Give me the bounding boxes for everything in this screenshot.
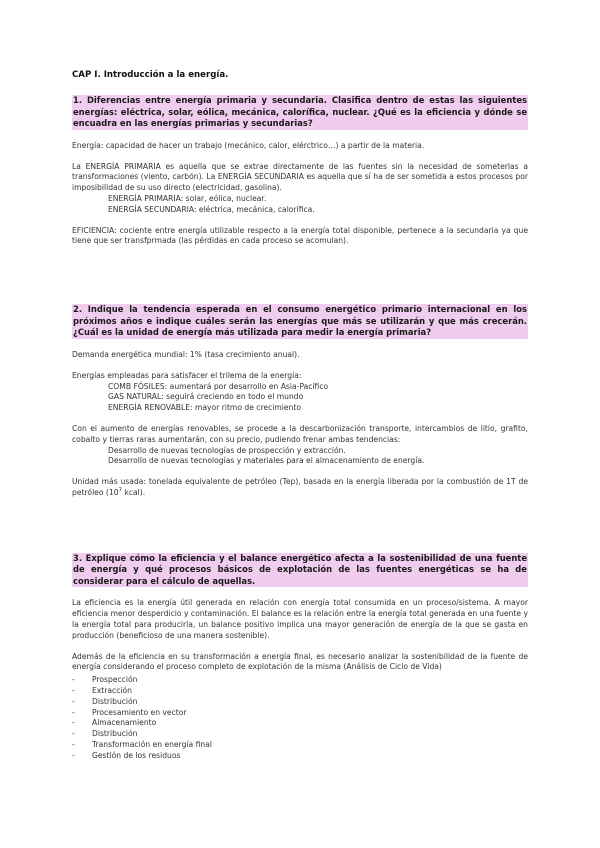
chapter-title: CAP I. Introducción a la energía. [72, 70, 229, 80]
document-page [72, 70, 528, 762]
unidad-end: kcal). [122, 487, 146, 497]
trilema-item: ENERGÍA RENOVABLE: mayor ritmo de crecimiento [108, 403, 301, 413]
question-1: 1. Diferencias entre energía primaria y secundaria. Clasifica dentro de estas las siguientes energías: eléctrica, solar, eólica, mecánica, calorífica, nuclear. ¿Qué es la eficiencia y dónde se encuadra en las energías primarias y secundarias? [73, 95, 527, 129]
unidad-text: Unidad más usada: tonelada equivalente de petróleo (Tep), basada en la energía liberada por la combustión de 1T de petróleo (10 [72, 477, 528, 497]
ciclo-vida-list [72, 675, 528, 761]
list-item: - Almacenamiento [72, 718, 157, 728]
renovables-item: Desarrollo de nuevas tecnologías de prospección y extracción. [108, 445, 346, 455]
unidad-exponent: 7 [118, 487, 123, 494]
renovables-item: Desarrollo de nuevas tecnologías y materiales para el almacenamiento de energía. [108, 456, 425, 466]
list-item: - Gestión de los residuos [72, 750, 181, 760]
list-item: - Prospección [72, 675, 138, 685]
question-3: 3. Explique cómo la eficiencia y el balance energético afecta a la sostenibilidad de una fuente de energía y qué procesos básicos de explotación de las fuentes energéticas se ha de considerar para el cálculo de aquellas. [73, 552, 527, 586]
renovables-paragraph [72, 424, 528, 467]
eficiencia-balance-paragraph: La eficiencia es la energía útil generada en relación con energía total consumida en un proceso/sistema. A mayor eficiencia menor desperdicio y contaminación. El balance es la relación entre la energía total generada en una fuente y la energía total para producirla, un balance positivo implica una mayor generación de energía de la que se gasta en producción (beneficioso de una manera sostenible). [72, 598, 528, 640]
primaria-text: La ENERGÍA PRIMARIA es aquella que se extrae directamente de las fuentes sin la necesidad de someterlas a transformaciones (viento, carbón). La ENERGÍA SECUNDARIA es aquella que sí ha de ser sometida a estos procesos por imposibilidad de su uso directo (electricidad, gasolina). [72, 161, 528, 193]
eficiencia-paragraph: EFICIENCIA: cociente entre energía utilizable respecto a la energía total disponible, pertenece a la secundaria ya que tiene que ser transfprmada (las pérdidas en cada proceso se acomulan). [72, 225, 528, 246]
section-spacer [72, 509, 528, 553]
secundaria-list: ENERGÍA SECUNDARIA: eléctrica, mecánica, calorífica. [108, 204, 315, 214]
demanda-paragraph: Demanda energética mundial: 1% (tasa crecimiento anual). [72, 349, 300, 359]
list-item: - Transformación en energía final [72, 740, 212, 750]
unidad-paragraph [72, 477, 528, 499]
trilema-paragraph [72, 371, 528, 414]
primaria-list: ENERGÍA PRIMARIA: solar, eólica, nuclear. [108, 193, 267, 203]
ciclo-vida-paragraph: Además de la eficiencia en su transformación a energía final, es necesario analizar la sostenibilidad de la fuente de energía considerando el proceso completo de explotación de la misma (Análisis de Ciclo de Vida) [72, 651, 528, 672]
primaria-secundaria-paragraph [72, 162, 528, 216]
trilema-item: GAS NATURAL: seguirá creciendo en todo el mundo [108, 392, 304, 402]
list-item: - Distribución [72, 729, 138, 739]
list-item: - Procesamiento en vector [72, 707, 187, 717]
list-item: - Distribución [72, 696, 138, 706]
section-spacer [72, 257, 528, 304]
trilema-intro: Energías empleadas para satisfacer el trilema de la energía: [72, 370, 302, 380]
renovables-text: Con el aumento de energías renovables, se procede a la descarbonización transporte, intercambios de litio, grafito, cobalto y tierras raras aumentarán, con su precio, pudiendo frenar ambas tendencias: [72, 423, 528, 444]
question-2: 2. Indique la tendencia esperada en el consumo energético primario internacional en los próximos años e indique cuáles serán las energías que más se utilizarán y que más crecerán. ¿Cuál es la unidad de energía más utilizada para medir la energía primaria? [73, 304, 527, 338]
trilema-item: COMB FÓSILES: aumentará por desarrollo en Asia-Pacífico [108, 381, 329, 391]
energia-definition: Energía: capacidad de hacer un trabajo (mecánico, calor, elérctrico…) a partir de la materia. [72, 140, 425, 150]
list-item: - Extracción [72, 686, 132, 696]
